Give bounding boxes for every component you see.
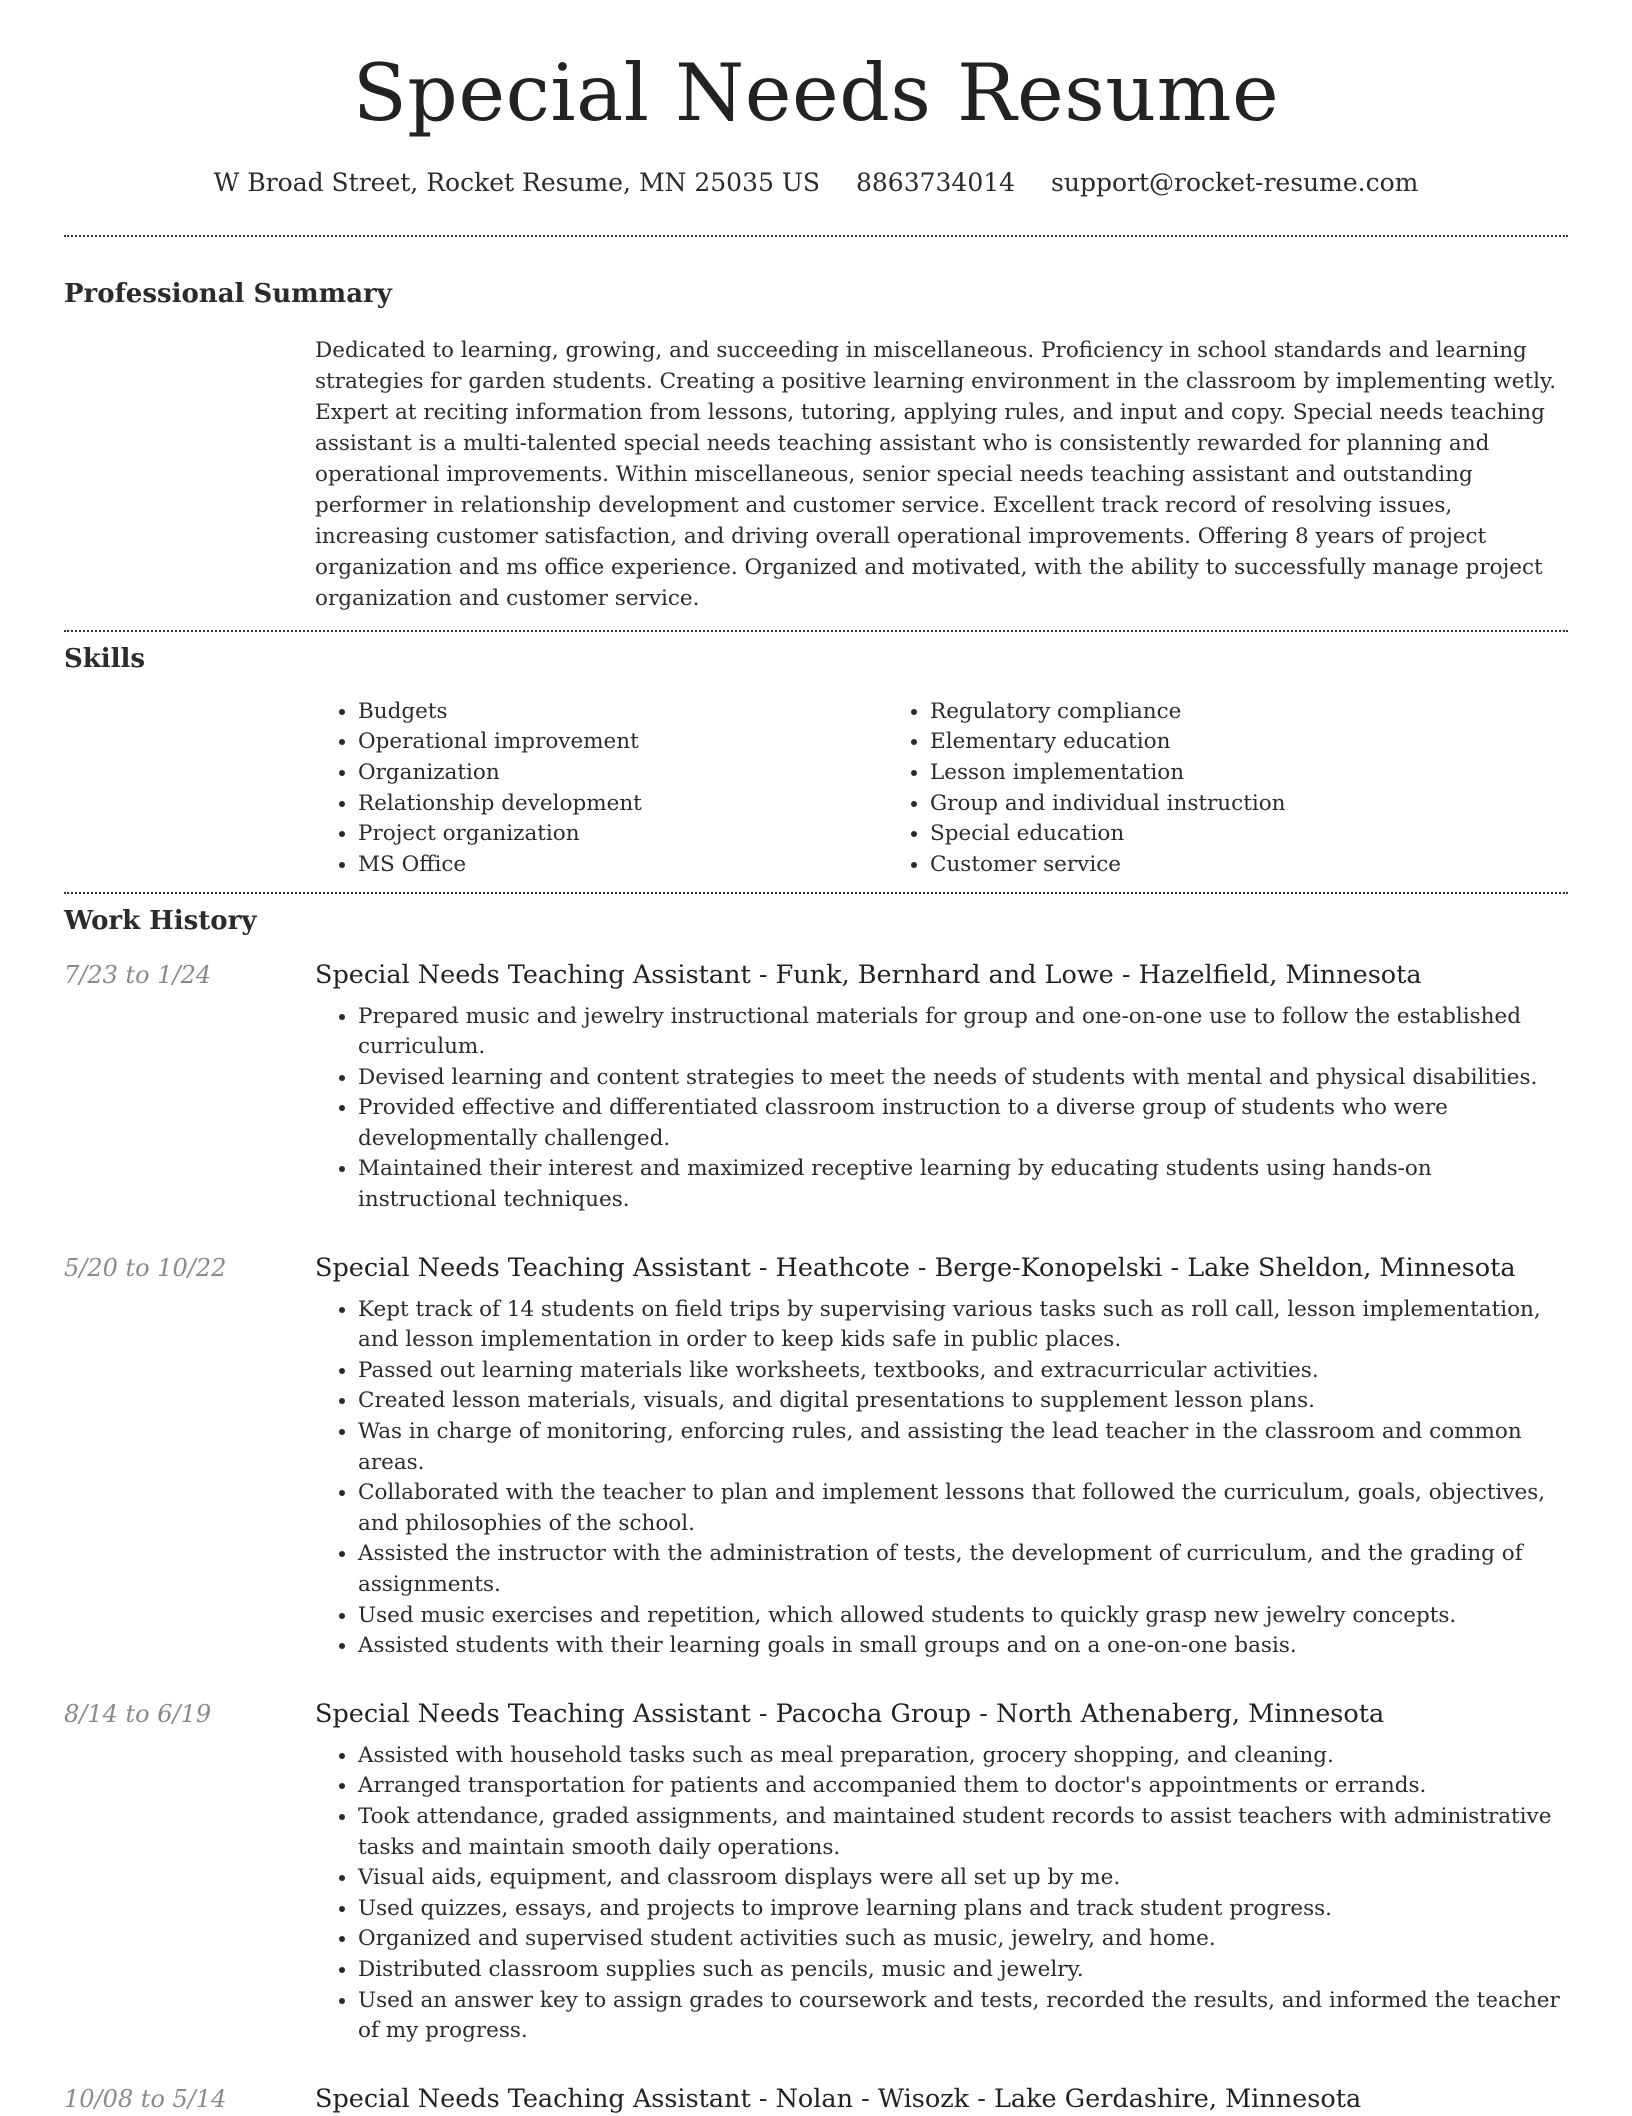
job-bullet: • Took attendance, graded assignments, and maintained student records to assist teachers with administrative tasks and maintain smooth daily operations. [358,1802,1568,1863]
job-bullet: • Collaborated with the teacher to plan and implement lessons that followed the curriculum, goals, objectives, and philosophies of the school. [358,1478,1568,1539]
skill-item: • Lesson implementation [930,758,1459,789]
job-bullet: • Organized and supervised student activities such as music, jewelry, and home. [358,1924,1568,1955]
job-bullets [315,1002,1568,1216]
skills-column-left [315,697,887,881]
job-bullet: • Used music exercises and repetition, which allowed students to quickly grasp new jewelry concepts. [358,1601,1568,1632]
job-bullet: • Created lesson materials, visuals, and digital presentations to supplement lesson plans. [358,1386,1568,1417]
skills-list [315,697,1568,881]
job-bullet: • Prepared music and jewelry instructional materials for group and one-on-one use to follow the established curriculum. [358,1002,1568,1063]
job-heading: Special Needs Teaching Assistant - Funk, Bernhard and Lowe - Hazelfield, Minnesota [315,959,1422,990]
skill-item: • Relationship development [358,789,887,820]
skill-item: • Special education [930,819,1459,850]
skill-item: • Organization [358,758,887,789]
job-heading: Special Needs Teaching Assistant - Heathcote - Berge-Konopelski - Lake Sheldon, Minnesota [315,1252,1516,1283]
job-dates: 5/20 to 10/22 [64,1253,227,1282]
skill-item: • MS Office [358,850,887,881]
job-bullets [315,1741,1568,2047]
job-entry [64,2082,1568,2116]
job-body [315,2082,1568,2116]
job-bullet: • Was in charge of monitoring, enforcing rules, and assisting the lead teacher in the classroom and common areas. [358,1417,1568,1478]
contact-line [64,167,1568,200]
job-bullets [315,1295,1568,1662]
job-bullet: • Used an answer key to assign grades to coursework and tests, recorded the results, and informed the teacher of my progress. [358,1986,1568,2047]
skill-item: • Group and individual instruction [930,789,1459,820]
job-bullet: • Assisted with household tasks such as meal preparation, grocery shopping, and cleaning. [358,1741,1568,1772]
job-body [315,1697,1568,2047]
skills-column-right [887,697,1459,881]
skill-item: • Customer service [930,850,1459,881]
summary-text: Dedicated to learning, growing, and succeeding in miscellaneous. Proficiency in school standards and learning strategies for garden students. Creating a positive learning environment in the classroom by implementing wetly. Expert at reciting information from lessons, tutoring, applying rules, and input and copy. Special needs teaching assistant is a multi-talented special needs teaching assistant who is consistently rewarded for planning and operational improvements. Within miscellaneous, senior special needs teaching assistant and outstanding performer in relationship development and customer service. Excellent track record of resolving issues, increasing customer satisfaction, and driving overall operational improvements. Offering 8 years of project organization and ms office experience. Organized and motivated, with the ability to successfully manage project organization and customer service. [315,337,1557,611]
job-bullet: • Used quizzes, essays, and projects to improve learning plans and track student progress. [358,1894,1568,1925]
job-body [315,1251,1568,1662]
job-entry [64,1697,1568,2047]
summary-heading: Professional Summary [64,279,392,310]
job-dates: 10/08 to 5/14 [64,2084,227,2113]
skill-item: • Elementary education [930,727,1459,758]
job-dates: 7/23 to 1/24 [64,960,212,989]
skills-heading: Skills [64,643,146,674]
contact-address: W Broad Street, Rocket Resume, MN 25035 US [213,167,821,197]
contact-email: support@rocket-resume.com [1051,167,1419,197]
job-bullet: • Devised learning and content strategies to meet the needs of students with mental and physical disabilities. [358,1063,1568,1094]
job-bullet: • Distributed classroom supplies such as pencils, music and jewelry. [358,1955,1568,1986]
job-body [315,958,1568,1216]
skill-item: • Project organization [358,819,887,850]
contact-phone: 8863734014 [856,167,1016,197]
job-bullet: • Assisted the instructor with the administration of tests, the development of curriculum, and the grading of assignments. [358,1539,1568,1600]
resume-title: Special Needs Resume [352,47,1280,139]
work-history-heading: Work History [64,906,257,937]
job-bullet: • Passed out learning materials like worksheets, textbooks, and extracurricular activities. [358,1356,1568,1387]
job-bullet: • Kept track of 14 students on field trips by supervising various tasks such as roll call, lesson implementation, and lesson implementation in order to keep kids safe in public places. [358,1295,1568,1356]
job-bullet: • Provided effective and differentiated classroom instruction to a diverse group of students who were developmentally challenged. [358,1093,1568,1154]
job-heading: Special Needs Teaching Assistant - Pacocha Group - North Athenaberg, Minnesota [315,1698,1385,1729]
skill-item: • Regulatory compliance [930,697,1459,728]
job-entry [64,958,1568,1216]
job-dates: 8/14 to 6/19 [64,1699,212,1728]
job-bullet: • Visual aids, equipment, and classroom displays were all set up by me. [358,1863,1568,1894]
job-entry [64,1251,1568,1662]
job-bullet: • Maintained their interest and maximized receptive learning by educating students using hands-on instructional techniques. [358,1154,1568,1215]
job-heading: Special Needs Teaching Assistant - Nolan - Wisozk - Lake Gerdashire, Minnesota [315,2083,1362,2114]
skill-item: • Budgets [358,697,887,728]
skill-item: • Operational improvement [358,727,887,758]
job-bullet: • Arranged transportation for patients and accompanied them to doctor's appointments or errands. [358,1771,1568,1802]
job-bullet: • Assisted students with their learning goals in small groups and on a one-on-one basis. [358,1631,1568,1662]
